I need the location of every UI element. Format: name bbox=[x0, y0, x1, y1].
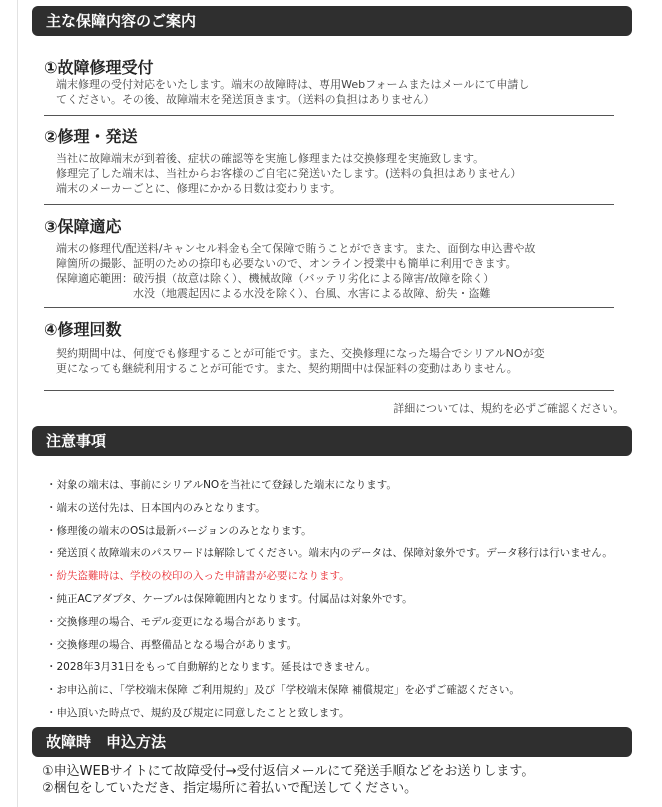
section-title-repair-reception: ①故障修理受付 bbox=[44, 58, 154, 77]
body-line: 保障適応範囲：破汚損（故意は除く）、機械故障（バッテリ劣化による障害/故障を除く） bbox=[56, 272, 495, 285]
body-line: 端末修理の受付対応をいたします。端末の故障時は、専用Webフォームまたはメールにて申請し bbox=[56, 78, 530, 91]
body-line: 修理完了した端末は、当社からお客様のご自宅に発送いたします。(送料の負担はありません） bbox=[56, 167, 522, 180]
notice-item: ・交換修理の場合、モデル変更になる場合があります。 bbox=[46, 615, 308, 628]
notice-header bbox=[32, 426, 632, 456]
body-line: 水没（地震起因による水没を除く）、台風、水害による故障、紛失・盗難 bbox=[56, 287, 491, 300]
main-coverage-header bbox=[32, 6, 632, 36]
notice-item: ・2028年3月31日をもって自動解約となります。延長はできません。 bbox=[46, 661, 377, 674]
body-line: 端末のメーカーごとに、修理にかかる日数は変わります。 bbox=[56, 182, 341, 195]
section-divider bbox=[44, 390, 614, 391]
body-line: 更になっても継続利用することが可能です。また、契約期間中は保証料の変動はありません。 bbox=[56, 362, 518, 375]
notice-item: ・発送頂く故障端末のパスワードは解除してください。端末内のデータは、保障対象外です。データ移行は行いません。 bbox=[46, 547, 613, 560]
section-body-repair-count bbox=[56, 346, 616, 376]
main-coverage-title: 主な保障内容のご案内 bbox=[46, 12, 197, 30]
notice-item: ・申込頂いた時点で、規約及び規定に同意したことと致します。 bbox=[46, 706, 350, 719]
application-step: ①申込WEBサイトにて故障受付→受付返信メールにて発送手順などをお送りします。 bbox=[42, 764, 535, 779]
section-body-coverage bbox=[56, 241, 616, 301]
body-line: 障箇所の撮影、証明のための捺印も必要ないので、オンライン授業中も簡単に利用できます。 bbox=[56, 257, 517, 270]
section-divider bbox=[44, 204, 614, 205]
notice-item: ・対象の端末は、事前にシリアルNOを当社にて登録した端末になります。 bbox=[46, 479, 397, 491]
section-divider bbox=[44, 307, 614, 308]
section-body-repair-reception bbox=[56, 77, 616, 107]
application-method-title: 故障時 申込方法 bbox=[46, 733, 167, 751]
body-line: 端末の修理代/配送料/キャンセル料金も全て保障で賄うことができます。また、面倒な申込書や故 bbox=[56, 242, 536, 255]
application-step: ②梱包をしていただき、指定場所に着払いで配送してください。 bbox=[42, 781, 418, 796]
section-title-coverage: ③保障適応 bbox=[44, 217, 122, 236]
application-method-header bbox=[32, 727, 632, 757]
terms-footnote: 詳細については、規約を必ずご確認ください。 bbox=[393, 402, 624, 415]
notice-list bbox=[46, 474, 636, 725]
section-title-repair-count: ④修理回数 bbox=[44, 320, 122, 339]
body-line: 契約期間中は、何度でも修理することが可能です。また、交換修理になった場合でシリアルNOが変 bbox=[56, 347, 545, 360]
body-line: 当社に故障端末が到着後、症状の確認等を実施し修理または交換修理を実施致します。 bbox=[56, 152, 485, 165]
page-left-border bbox=[17, 0, 18, 807]
section-divider bbox=[44, 115, 614, 116]
notice-item: ・修理後の端末のOSは最新バージョンのみとなります。 bbox=[46, 524, 312, 537]
body-line: てください。その後、故障端末を発送頂きます。（送料の負担はありません） bbox=[56, 93, 435, 106]
notice-item: ・端末の送付先は、日本国内のみとなります。 bbox=[46, 501, 266, 514]
notice-item: ・純正ACアダプタ、ケーブルは保障範囲内となります。付属品は対象外です。 bbox=[46, 592, 413, 605]
notice-item: ・交換修理の場合、再整備品となる場合があります。 bbox=[46, 638, 298, 651]
notice-item: ・お申込前に、「学校端末保障 ご利用規約」及び「学校端末保障 補償規定」を必ずご確認ください。 bbox=[46, 684, 520, 697]
section-title-repair-shipping: ②修理・発送 bbox=[44, 127, 138, 146]
section-body-repair-shipping bbox=[56, 151, 616, 196]
notice-item-warning: ・紛失盗難時は、学校の校印の入った申請書が必要になります。 bbox=[46, 570, 350, 583]
notice-title: 注意事項 bbox=[46, 432, 107, 450]
application-steps bbox=[42, 763, 534, 797]
